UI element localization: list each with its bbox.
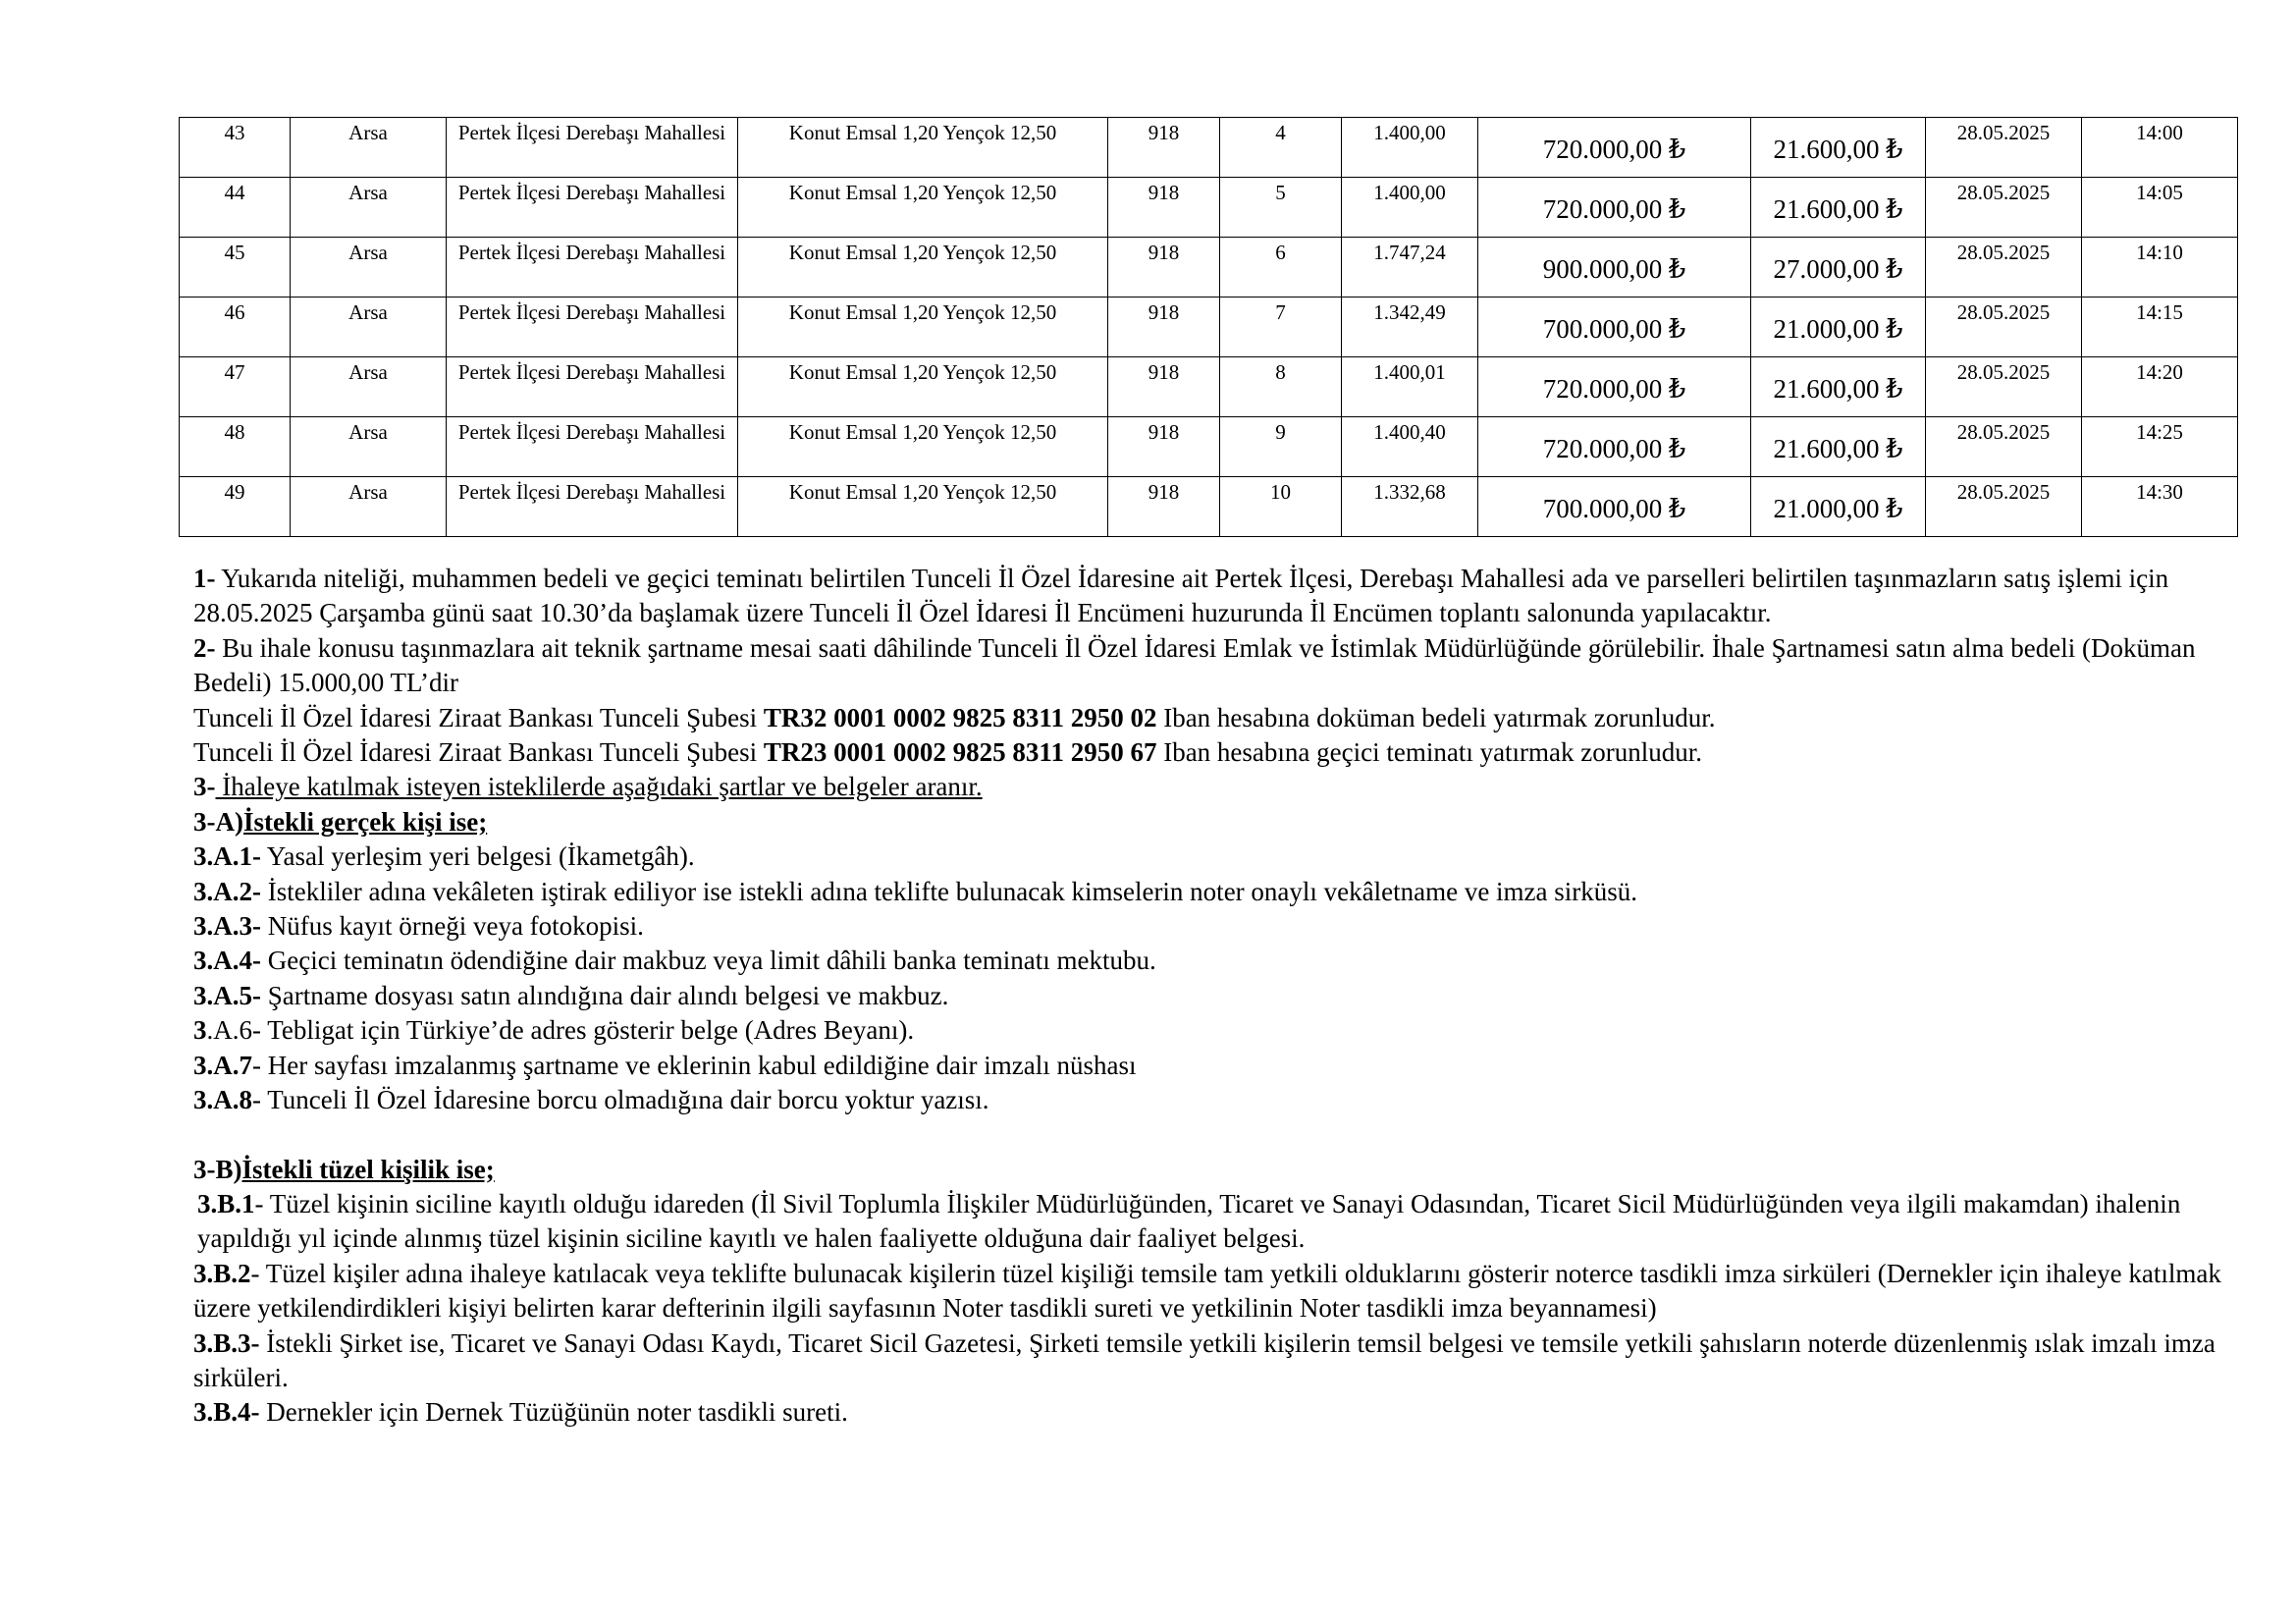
item-number: 3.B.2 bbox=[193, 1258, 251, 1288]
cell-parsel: 6 bbox=[1220, 238, 1342, 298]
table-body bbox=[180, 118, 2238, 537]
cell-row-number: 47 bbox=[180, 357, 291, 417]
cell-auction-date: 28.05.2025 bbox=[1926, 357, 2082, 417]
cell-temporary-deposit: 21.600,00 ₺ bbox=[1751, 118, 1926, 178]
cell-property-type: Arsa bbox=[291, 238, 447, 298]
cell-row-number: 45 bbox=[180, 238, 291, 298]
paragraph-text: Yukarıda niteliği, muhammen bedeli ve geçici teminatı belirtilen Tunceli İl Özel İdaresine ait Pertek İlçesi, Derebaşı Mahallesi ada ve parselleri belirtilen taşınmazların satış işlemi için 28.05.2025 Çarşamba günü saat 10.30’da başlamak üzere Tunceli İl Özel İdaresi İl Encümeni huzurunda İl Encümen toplantı salonunda yapılacaktır. bbox=[193, 564, 2169, 628]
item-number: 3.B.3- bbox=[193, 1327, 260, 1358]
iban-suffix: Iban hesabına geçici teminatı yatırmak zorunludur. bbox=[1156, 737, 1703, 768]
paragraph-1 bbox=[193, 562, 2230, 631]
iban-number: TR32 0001 0002 9825 8311 2950 02 bbox=[763, 702, 1157, 732]
item-text: - Her sayfası imzalanmış şartname ve eklerinin kabul edildiğine dair imzalı nüshası bbox=[252, 1050, 1137, 1080]
cell-zoning: Konut Emsal 1,20 Yençok 12,50 bbox=[738, 118, 1108, 178]
cell-property-type: Arsa bbox=[291, 298, 447, 357]
item-a1 bbox=[193, 839, 2230, 874]
cell-auction-time: 14:25 bbox=[2082, 417, 2238, 477]
cell-property-type: Arsa bbox=[291, 417, 447, 477]
cell-auction-time: 14:20 bbox=[2082, 357, 2238, 417]
spacer bbox=[193, 1118, 2230, 1153]
cell-ada: 918 bbox=[1108, 178, 1220, 238]
cell-parsel: 7 bbox=[1220, 298, 1342, 357]
item-number: 3.B.1 bbox=[197, 1188, 255, 1218]
cell-parsel: 9 bbox=[1220, 417, 1342, 477]
item-number: 3.A.1- bbox=[193, 841, 261, 872]
cell-auction-date: 28.05.2025 bbox=[1926, 298, 2082, 357]
item-text: İstekli Şirket ise, Ticaret ve Sanayi Odası Kaydı, Ticaret Sicil Gazetesi, Şirketi temsile yetkili kişilerin temsil belgesi ve temsile yetkili şahısların noterde düzenlenmiş ıslak imzalı imza sirküleri. bbox=[193, 1327, 2216, 1392]
cell-estimated-price: 900.000,00 ₺ bbox=[1478, 238, 1751, 298]
item-a2 bbox=[193, 875, 2230, 909]
cell-location: Pertek İlçesi Derebaşı Mahallesi bbox=[447, 238, 738, 298]
cell-temporary-deposit: 21.600,00 ₺ bbox=[1751, 178, 1926, 238]
item-a4 bbox=[193, 944, 2230, 978]
item-b2 bbox=[193, 1257, 2230, 1326]
item-text: Şartname dosyası satın alındığına dair alındı belgesi ve makbuz. bbox=[261, 980, 949, 1010]
section-number: 3-A) bbox=[193, 806, 243, 837]
cell-parsel: 10 bbox=[1220, 477, 1342, 537]
item-text: - Tebligat için Türkiye’de adres gösterir belge (Adres Beyanı). bbox=[252, 1015, 915, 1046]
cell-row-number: 43 bbox=[180, 118, 291, 178]
cell-temporary-deposit: 21.600,00 ₺ bbox=[1751, 357, 1926, 417]
section-title: İstekli gerçek kişi ise; bbox=[242, 806, 488, 837]
item-text: - Tunceli İl Özel İdaresine borcu olmadığına dair borcu yoktur yazısı. bbox=[252, 1085, 989, 1115]
cell-parsel: 8 bbox=[1220, 357, 1342, 417]
cell-auction-time: 14:00 bbox=[2082, 118, 2238, 178]
cell-auction-time: 14:05 bbox=[2082, 178, 2238, 238]
section-number: 3-B) bbox=[193, 1154, 242, 1184]
cell-estimated-price: 720.000,00 ₺ bbox=[1478, 417, 1751, 477]
cell-ada: 918 bbox=[1108, 477, 1220, 537]
paragraph-text: İhaleye katılmak isteyen isteklilerde aşağıdaki şartlar ve belgeler aranır. bbox=[215, 772, 983, 802]
table-row bbox=[180, 298, 2238, 357]
auction-table bbox=[179, 117, 2238, 537]
iban-line-document-fee bbox=[193, 701, 2230, 735]
section-b-heading bbox=[193, 1153, 2230, 1187]
cell-property-type: Arsa bbox=[291, 357, 447, 417]
item-number: 3.A.4- bbox=[193, 946, 261, 976]
cell-estimated-price: 700.000,00 ₺ bbox=[1478, 298, 1751, 357]
item-a5 bbox=[193, 979, 2230, 1013]
cell-temporary-deposit: 21.000,00 ₺ bbox=[1751, 298, 1926, 357]
section-title: İstekli tüzel kişilik ise; bbox=[241, 1154, 495, 1184]
item-a7 bbox=[193, 1049, 2230, 1083]
item-number-rest: .A.6 bbox=[206, 1015, 252, 1046]
cell-area: 1.747,24 bbox=[1342, 238, 1478, 298]
cell-area: 1.400,40 bbox=[1342, 417, 1478, 477]
paragraph-number: 3- bbox=[193, 772, 216, 802]
cell-zoning: Konut Emsal 1,20 Yençok 12,50 bbox=[738, 238, 1108, 298]
cell-temporary-deposit: 21.000,00 ₺ bbox=[1751, 477, 1926, 537]
item-text: Dernekler için Dernek Tüzüğünün noter tasdikli sureti. bbox=[259, 1397, 848, 1428]
cell-estimated-price: 700.000,00 ₺ bbox=[1478, 477, 1751, 537]
cell-location: Pertek İlçesi Derebaşı Mahallesi bbox=[447, 417, 738, 477]
paragraph-2 bbox=[193, 631, 2230, 701]
paragraph-number: 2- bbox=[193, 632, 216, 663]
cell-property-type: Arsa bbox=[291, 118, 447, 178]
iban-prefix: Tunceli İl Özel İdaresi Ziraat Bankası Tunceli Şubesi bbox=[193, 737, 764, 768]
iban-line-deposit bbox=[193, 735, 2230, 770]
item-number: 3.A.5- bbox=[193, 980, 261, 1010]
cell-ada: 918 bbox=[1108, 417, 1220, 477]
item-b3 bbox=[193, 1326, 2230, 1396]
cell-location: Pertek İlçesi Derebaşı Mahallesi bbox=[447, 298, 738, 357]
cell-auction-date: 28.05.2025 bbox=[1926, 417, 2082, 477]
table-row bbox=[180, 357, 2238, 417]
paragraph-text: Bu ihale konusu taşınmazlara ait teknik şartname mesai saati dâhilinde Tunceli İl Özel İdaresi Emlak ve İstimlak Müdürlüğünde görülebilir. İhale Şartnamesi satın alma bedeli (Doküman Bedeli) 15.000,00 TL’dir bbox=[193, 632, 2196, 698]
table-row bbox=[180, 477, 2238, 537]
item-number: 3.A.7 bbox=[193, 1050, 252, 1080]
cell-parsel: 4 bbox=[1220, 118, 1342, 178]
cell-auction-date: 28.05.2025 bbox=[1926, 118, 2082, 178]
cell-auction-date: 28.05.2025 bbox=[1926, 178, 2082, 238]
cell-zoning: Konut Emsal 1,20 Yençok 12,50 bbox=[738, 477, 1108, 537]
cell-zoning: Konut Emsal 1,20 Yençok 12,50 bbox=[738, 357, 1108, 417]
cell-area: 1.342,49 bbox=[1342, 298, 1478, 357]
cell-property-type: Arsa bbox=[291, 477, 447, 537]
paragraph-3 bbox=[193, 770, 2230, 804]
cell-zoning: Konut Emsal 1,20 Yençok 12,50 bbox=[738, 178, 1108, 238]
item-number: 3.A.2- bbox=[193, 876, 261, 906]
cell-location: Pertek İlçesi Derebaşı Mahallesi bbox=[447, 357, 738, 417]
cell-auction-date: 28.05.2025 bbox=[1926, 477, 2082, 537]
cell-ada: 918 bbox=[1108, 118, 1220, 178]
paragraph-number: 1- bbox=[193, 564, 216, 593]
table-row bbox=[180, 118, 2238, 178]
item-number: 3.A.8 bbox=[193, 1085, 252, 1115]
cell-auction-time: 14:10 bbox=[2082, 238, 2238, 298]
item-a8 bbox=[193, 1083, 2230, 1117]
iban-prefix: Tunceli İl Özel İdaresi Ziraat Bankası Tunceli Şubesi bbox=[193, 702, 764, 732]
cell-location: Pertek İlçesi Derebaşı Mahallesi bbox=[447, 118, 738, 178]
iban-number: TR23 0001 0002 9825 8311 2950 67 bbox=[763, 737, 1157, 768]
cell-ada: 918 bbox=[1108, 357, 1220, 417]
cell-temporary-deposit: 21.600,00 ₺ bbox=[1751, 417, 1926, 477]
cell-parsel: 5 bbox=[1220, 178, 1342, 238]
item-text: İstekliler adına vekâleten iştirak ediliyor ise istekli adına teklifte bulunacak kimselerin noter onaylı vekâletname ve imza sirküsü. bbox=[261, 876, 1638, 906]
cell-estimated-price: 720.000,00 ₺ bbox=[1478, 118, 1751, 178]
item-text: Nüfus kayıt örneği veya fotokopisi. bbox=[261, 911, 644, 942]
cell-auction-time: 14:30 bbox=[2082, 477, 2238, 537]
cell-row-number: 48 bbox=[180, 417, 291, 477]
item-a3 bbox=[193, 909, 2230, 944]
item-number: 3 bbox=[193, 1015, 207, 1046]
item-number: 3.A.3- bbox=[193, 911, 261, 942]
cell-estimated-price: 720.000,00 ₺ bbox=[1478, 357, 1751, 417]
cell-area: 1.332,68 bbox=[1342, 477, 1478, 537]
item-b4 bbox=[193, 1395, 2230, 1430]
cell-auction-time: 14:15 bbox=[2082, 298, 2238, 357]
cell-row-number: 44 bbox=[180, 178, 291, 238]
item-text: - Tüzel kişiler adına ihaleye katılacak veya teklifte bulunacak kişilerin tüzel kişiliği temsile tam yetkili olduklarını gösterir noterce tasdikli imza sirküleri (Dernekler için ihaleye katılmak üzere yetkilendirdikleri kişiyi belirten karar defterinin ilgili sayfasının Noter tasdikli sureti ve yetkilinin Noter tasdikli imza beyannamesi) bbox=[193, 1258, 2221, 1324]
item-b1 bbox=[193, 1187, 2230, 1257]
cell-row-number: 46 bbox=[180, 298, 291, 357]
cell-auction-date: 28.05.2025 bbox=[1926, 238, 2082, 298]
cell-zoning: Konut Emsal 1,20 Yençok 12,50 bbox=[738, 417, 1108, 477]
section-a-heading bbox=[193, 805, 2230, 839]
table-row bbox=[180, 238, 2238, 298]
item-text: - Tüzel kişinin siciline kayıtlı olduğu idareden (İl Sivil Toplumla İlişkiler Müdürlüğünden, Ticaret ve Sanayi Odasından, Ticaret Sicil Müdürlüğünden veya ilgili makamdan) ihalenin yapıldığı yıl içinde alınmış tüzel kişinin siciline kayıtlı ve halen faaliyette olduğuna dair faaliyet belgesi. bbox=[197, 1188, 2181, 1254]
item-a6 bbox=[193, 1013, 2230, 1048]
cell-area: 1.400,01 bbox=[1342, 357, 1478, 417]
cell-property-type: Arsa bbox=[291, 178, 447, 238]
document-body bbox=[193, 562, 2230, 1431]
table-row bbox=[180, 178, 2238, 238]
cell-location: Pertek İlçesi Derebaşı Mahallesi bbox=[447, 178, 738, 238]
item-text: Geçici teminatın ödendiğine dair makbuz veya limit dâhili banka teminatı mektubu. bbox=[261, 946, 1156, 976]
item-number: 3.B.4- bbox=[193, 1397, 260, 1428]
cell-row-number: 49 bbox=[180, 477, 291, 537]
cell-ada: 918 bbox=[1108, 238, 1220, 298]
iban-suffix: Iban hesabına doküman bedeli yatırmak zorunludur. bbox=[1156, 702, 1716, 732]
cell-temporary-deposit: 27.000,00 ₺ bbox=[1751, 238, 1926, 298]
item-text: Yasal yerleşim yeri belgesi (İkametgâh). bbox=[261, 841, 695, 872]
cell-area: 1.400,00 bbox=[1342, 178, 1478, 238]
cell-ada: 918 bbox=[1108, 298, 1220, 357]
table-row bbox=[180, 417, 2238, 477]
cell-area: 1.400,00 bbox=[1342, 118, 1478, 178]
cell-zoning: Konut Emsal 1,20 Yençok 12,50 bbox=[738, 298, 1108, 357]
cell-location: Pertek İlçesi Derebaşı Mahallesi bbox=[447, 477, 738, 537]
cell-estimated-price: 720.000,00 ₺ bbox=[1478, 178, 1751, 238]
